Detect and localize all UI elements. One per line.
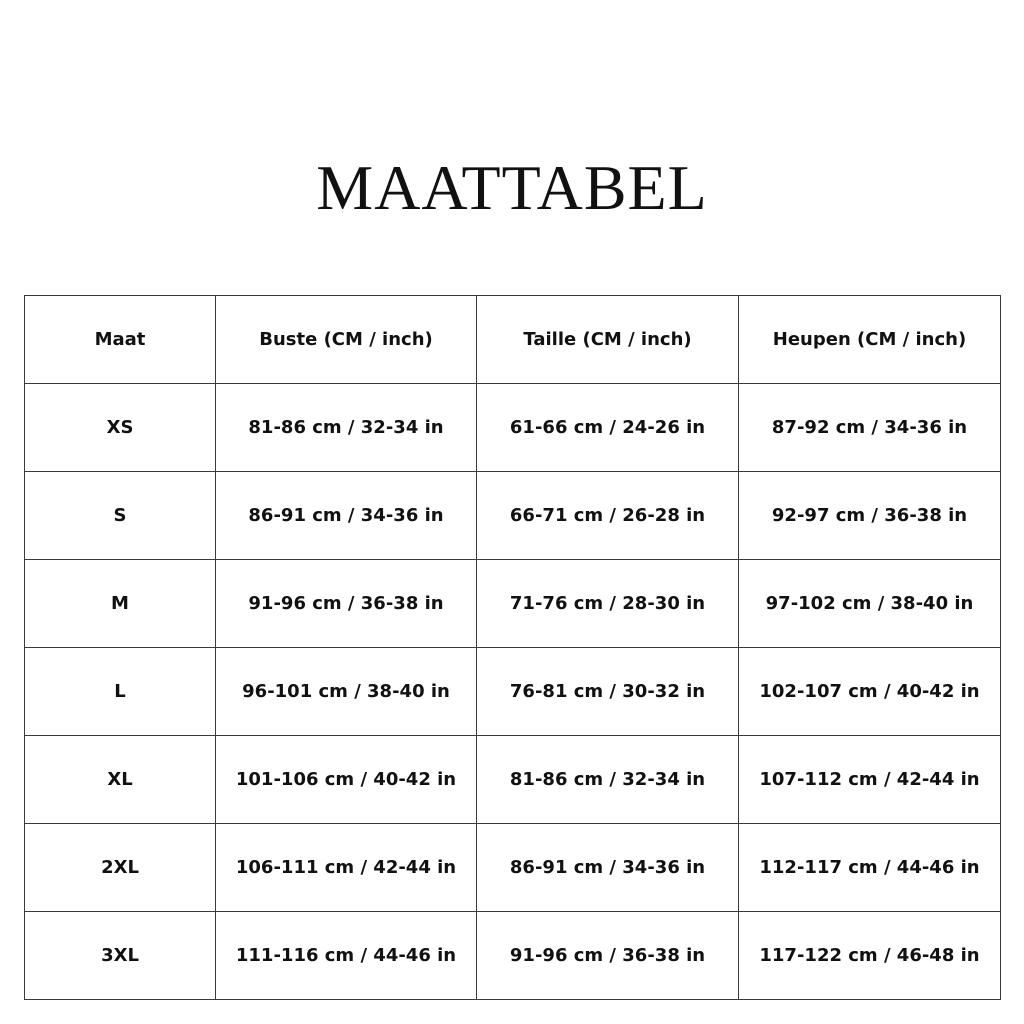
cell-hips: 107-112 cm / 42-44 in <box>739 736 1001 824</box>
cell-waist: 76-81 cm / 30-32 in <box>477 648 739 736</box>
cell-hips: 117-122 cm / 46-48 in <box>739 912 1001 1000</box>
cell-size: 2XL <box>25 824 216 912</box>
cell-hips: 97-102 cm / 38-40 in <box>739 560 1001 648</box>
cell-hips: 87-92 cm / 34-36 in <box>739 384 1001 472</box>
cell-size: XS <box>25 384 216 472</box>
cell-size: M <box>25 560 216 648</box>
cell-size: XL <box>25 736 216 824</box>
table-row <box>25 648 1001 736</box>
table-row <box>25 472 1001 560</box>
cell-waist: 86-91 cm / 34-36 in <box>477 824 739 912</box>
cell-waist: 61-66 cm / 24-26 in <box>477 384 739 472</box>
page-title: MAATTABEL <box>316 152 708 223</box>
cell-bust: 101-106 cm / 40-42 in <box>216 736 477 824</box>
header-waist: Taille (CM / inch) <box>477 296 739 384</box>
cell-size: 3XL <box>25 912 216 1000</box>
cell-size: L <box>25 648 216 736</box>
header-hips: Heupen (CM / inch) <box>739 296 1001 384</box>
cell-waist: 81-86 cm / 32-34 in <box>477 736 739 824</box>
cell-hips: 102-107 cm / 40-42 in <box>739 648 1001 736</box>
cell-bust: 111-116 cm / 44-46 in <box>216 912 477 1000</box>
cell-bust: 106-111 cm / 42-44 in <box>216 824 477 912</box>
cell-size: S <box>25 472 216 560</box>
cell-bust: 86-91 cm / 34-36 in <box>216 472 477 560</box>
table-row <box>25 560 1001 648</box>
header-bust: Buste (CM / inch) <box>216 296 477 384</box>
cell-waist: 66-71 cm / 26-28 in <box>477 472 739 560</box>
table-row <box>25 824 1001 912</box>
cell-hips: 92-97 cm / 36-38 in <box>739 472 1001 560</box>
cell-bust: 81-86 cm / 32-34 in <box>216 384 477 472</box>
header-size: Maat <box>25 296 216 384</box>
cell-hips: 112-117 cm / 44-46 in <box>739 824 1001 912</box>
table-row <box>25 912 1001 1000</box>
cell-bust: 96-101 cm / 38-40 in <box>216 648 477 736</box>
cell-bust: 91-96 cm / 36-38 in <box>216 560 477 648</box>
table-header-row <box>25 296 1001 384</box>
size-chart-table <box>24 295 1001 1000</box>
cell-waist: 91-96 cm / 36-38 in <box>477 912 739 1000</box>
table-row <box>25 384 1001 472</box>
table-row <box>25 736 1001 824</box>
cell-waist: 71-76 cm / 28-30 in <box>477 560 739 648</box>
